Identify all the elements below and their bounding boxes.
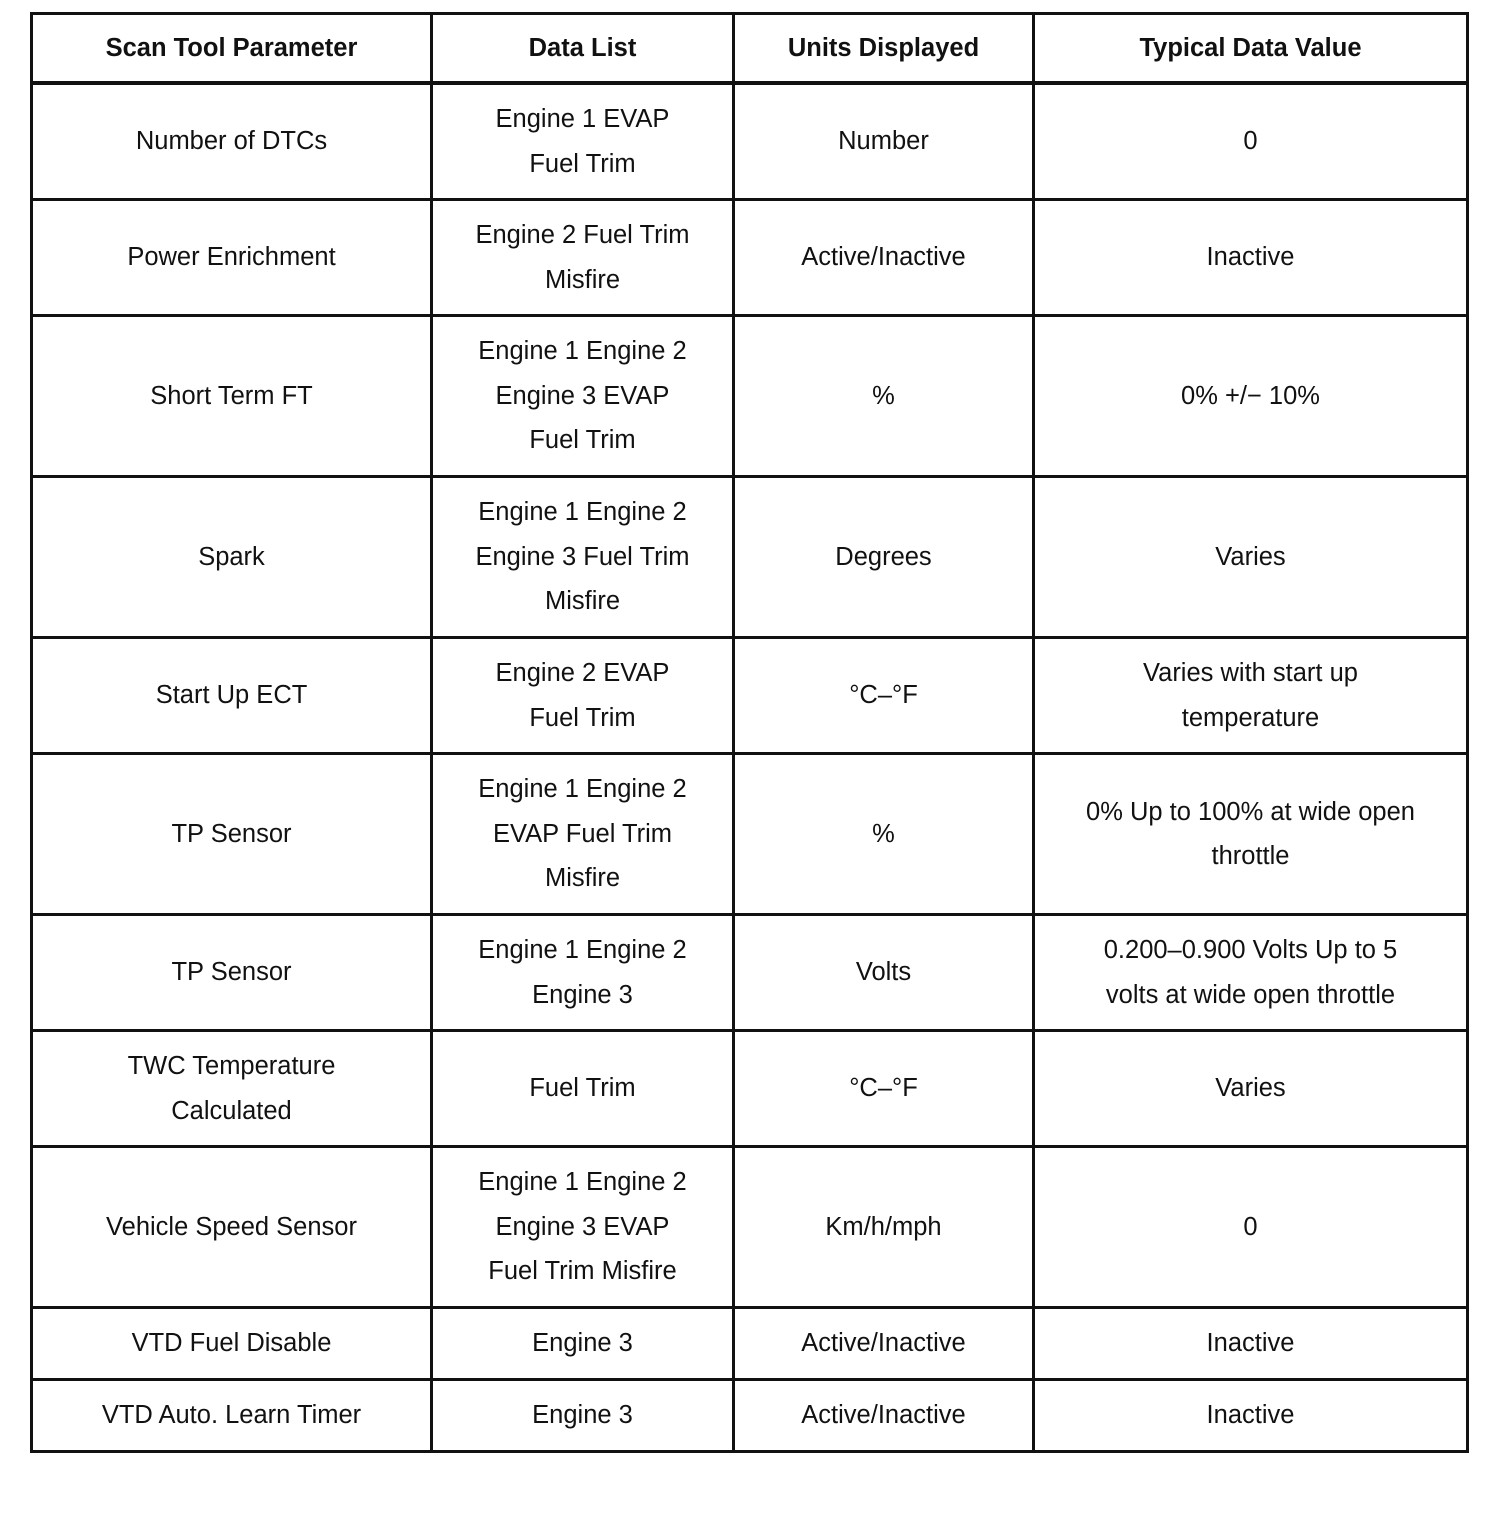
cell-units: Degrees — [734, 477, 1034, 638]
table-row — [32, 1031, 1468, 1147]
cell-typical-value: Inactive — [1034, 1380, 1468, 1452]
cell-data-list: Engine 1 Engine 2 EVAP Fuel Trim Misfire — [432, 754, 734, 915]
cell-typical-value: 0% +/− 10% — [1034, 316, 1468, 477]
header-data-list: Data List — [432, 14, 734, 84]
header-units-displayed: Units Displayed — [734, 14, 1034, 84]
header-scan-tool-parameter: Scan Tool Parameter — [32, 14, 432, 84]
cell-data-list: Engine 3 — [432, 1380, 734, 1452]
cell-parameter: Spark — [32, 477, 432, 638]
cell-data-list: Engine 1 Engine 2 Engine 3 — [432, 915, 734, 1031]
cell-units: Active/Inactive — [734, 1308, 1034, 1380]
cell-parameter: TWC Temperature Calculated — [32, 1031, 432, 1147]
cell-data-list: Fuel Trim — [432, 1031, 734, 1147]
cell-typical-value: Varies — [1034, 477, 1468, 638]
cell-data-list: Engine 3 — [432, 1308, 734, 1380]
cell-data-list: Engine 1 Engine 2 Engine 3 Fuel Trim Misfire — [432, 477, 734, 638]
cell-typical-value: 0% Up to 100% at wide open throttle — [1034, 754, 1468, 915]
cell-parameter: Start Up ECT — [32, 638, 432, 754]
cell-units: °C–°F — [734, 1031, 1034, 1147]
cell-typical-value: Inactive — [1034, 200, 1468, 316]
cell-units: Active/Inactive — [734, 200, 1034, 316]
cell-data-list: Engine 1 Engine 2 Engine 3 EVAP Fuel Trim — [432, 316, 734, 477]
cell-units: Number — [734, 83, 1034, 200]
table-row — [32, 638, 1468, 754]
cell-parameter: VTD Fuel Disable — [32, 1308, 432, 1380]
cell-typical-value: Varies — [1034, 1031, 1468, 1147]
table-row — [32, 1380, 1468, 1452]
cell-data-list: Engine 1 Engine 2 Engine 3 EVAP Fuel Trim Misfire — [432, 1147, 734, 1308]
cell-typical-value: 0 — [1034, 83, 1468, 200]
cell-typical-value: Varies with start up temperature — [1034, 638, 1468, 754]
cell-typical-value: 0.200–0.900 Volts Up to 5 volts at wide open throttle — [1034, 915, 1468, 1031]
table-row — [32, 200, 1468, 316]
cell-units: % — [734, 754, 1034, 915]
scan-tool-data-table — [30, 12, 1469, 1453]
table-row — [32, 477, 1468, 638]
cell-units: Volts — [734, 915, 1034, 1031]
cell-parameter: Vehicle Speed Sensor — [32, 1147, 432, 1308]
cell-parameter: TP Sensor — [32, 915, 432, 1031]
cell-parameter: TP Sensor — [32, 754, 432, 915]
cell-parameter: Power Enrichment — [32, 200, 432, 316]
cell-data-list: Engine 1 EVAP Fuel Trim — [432, 83, 734, 200]
table-row — [32, 1308, 1468, 1380]
cell-typical-value: 0 — [1034, 1147, 1468, 1308]
cell-data-list: Engine 2 EVAP Fuel Trim — [432, 638, 734, 754]
cell-units: % — [734, 316, 1034, 477]
table-header-row — [32, 14, 1468, 84]
cell-data-list: Engine 2 Fuel Trim Misfire — [432, 200, 734, 316]
cell-parameter: Short Term FT — [32, 316, 432, 477]
cell-units: Active/Inactive — [734, 1380, 1034, 1452]
cell-units: °C–°F — [734, 638, 1034, 754]
cell-parameter: Number of DTCs — [32, 83, 432, 200]
cell-units: Km/h/mph — [734, 1147, 1034, 1308]
cell-parameter: VTD Auto. Learn Timer — [32, 1380, 432, 1452]
header-typical-data-value: Typical Data Value — [1034, 14, 1468, 84]
cell-typical-value: Inactive — [1034, 1308, 1468, 1380]
table-row — [32, 915, 1468, 1031]
table-row — [32, 316, 1468, 477]
table-row — [32, 1147, 1468, 1308]
table-row — [32, 754, 1468, 915]
table-row — [32, 83, 1468, 200]
